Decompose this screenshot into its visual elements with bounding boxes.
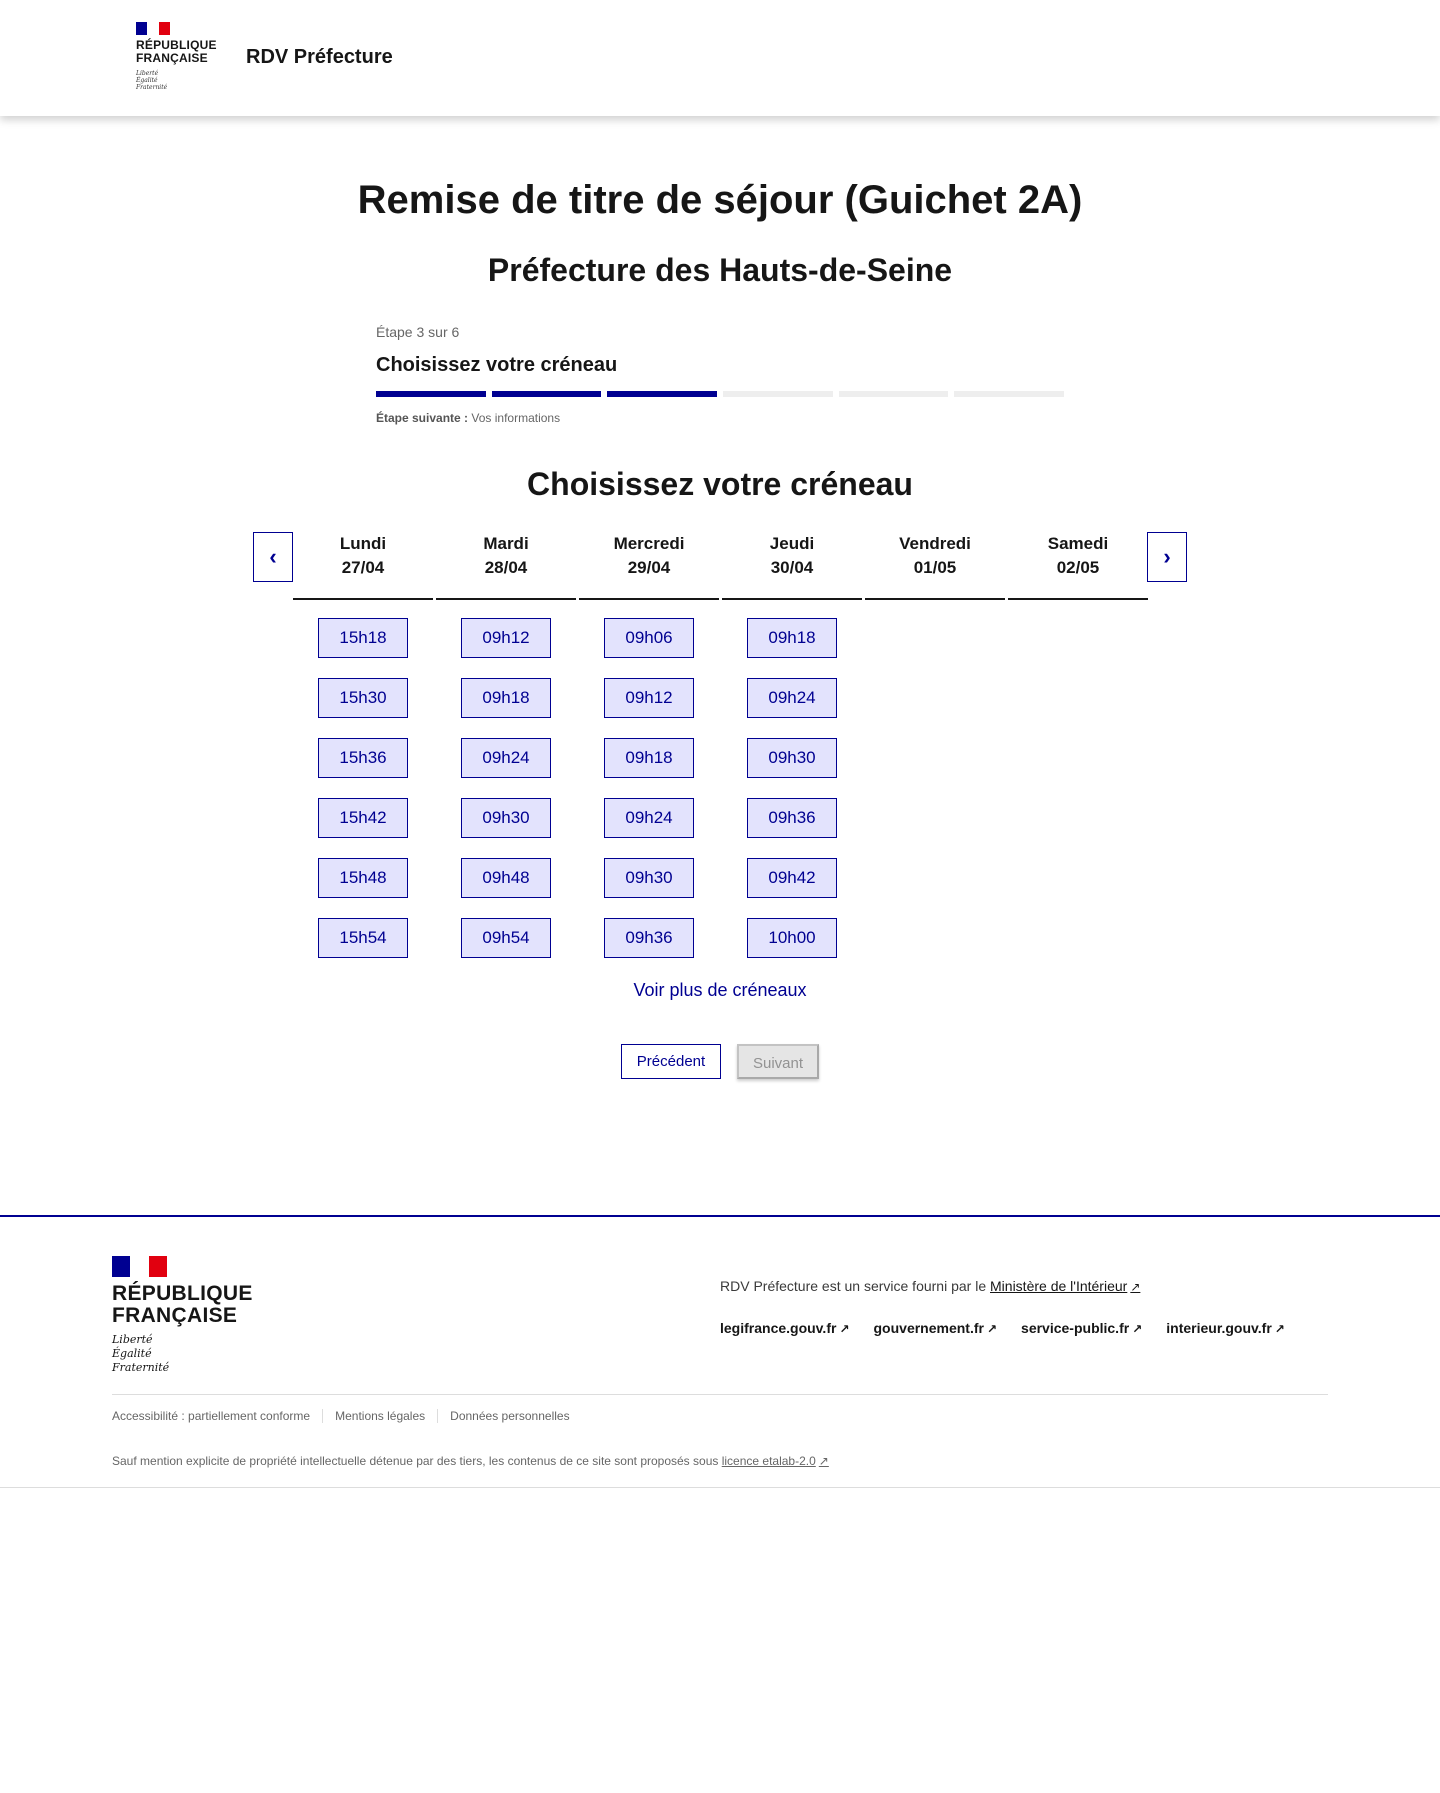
time-slot-button[interactable]: 09h18 <box>461 678 551 718</box>
footer-bottom-link[interactable]: Données personnelles <box>437 1409 581 1423</box>
external-link-icon: ↗ <box>986 1322 998 1336</box>
footer-link-label: interieur.gouv.fr <box>1166 1320 1272 1336</box>
day-name: Mardi <box>483 534 529 553</box>
day-underline <box>293 598 433 600</box>
logo-text-line2: FRANÇAISE <box>136 51 208 65</box>
day-underline <box>579 598 719 600</box>
ministry-link-label: Ministère de l'Intérieur <box>990 1278 1128 1294</box>
day-underline <box>1008 598 1148 600</box>
day-name: Jeudi <box>769 534 815 553</box>
time-slot-button[interactable]: 09h36 <box>747 798 837 838</box>
day-column <box>579 532 719 947</box>
time-slot-button[interactable]: 09h30 <box>604 858 694 898</box>
time-slot-button[interactable]: 09h12 <box>461 618 551 658</box>
step-segment <box>376 391 486 397</box>
external-link-icon: ↗ <box>1132 1322 1143 1336</box>
footer-external-link[interactable] <box>1021 1320 1142 1336</box>
footer-logo-text-line1: RÉPUBLIQUE <box>112 1282 253 1305</box>
footer-link-label: legifrance.gouv.fr <box>720 1320 837 1336</box>
footer-bottom-link[interactable]: Mentions légales <box>322 1409 437 1423</box>
footer-link-label: service-public.fr <box>1021 1320 1130 1336</box>
external-link-icon: ↗ <box>839 1322 850 1336</box>
footer-bottom-link[interactable]: Accessibilité : partiellement conforme <box>112 1409 311 1423</box>
footer-bottom-links <box>112 1409 582 1423</box>
day-column <box>1008 532 1148 580</box>
footer-external-link[interactable] <box>1166 1320 1285 1336</box>
day-name: Vendredi <box>899 534 971 553</box>
day-name: Mercredi <box>613 534 685 553</box>
step-next-label: Étape suivante : <box>376 411 469 425</box>
time-slot-button[interactable]: 09h24 <box>747 678 837 718</box>
day-slots <box>722 618 862 978</box>
licence-link-label: licence etalab-2.0 <box>721 1454 816 1468</box>
footer-service-text <box>720 1278 1140 1294</box>
time-slot-button[interactable]: 09h18 <box>747 618 837 658</box>
ministry-link[interactable] <box>990 1278 1140 1294</box>
marianne-flag-icon <box>136 22 170 35</box>
external-link-icon: ↗ <box>818 1454 829 1468</box>
step-segment <box>492 391 602 397</box>
page-subtitle: Préfecture des Hauts-de-Seine <box>487 252 953 288</box>
time-slot-button[interactable]: 09h06 <box>604 618 694 658</box>
step-state: Étape 3 sur 6 <box>376 324 460 340</box>
day-name: Samedi <box>1047 534 1109 553</box>
day-name: Lundi <box>339 534 387 553</box>
footer-link-label: gouvernement.fr <box>873 1320 984 1336</box>
footer-separator <box>112 1394 1328 1395</box>
chevron-right-icon: › <box>1163 544 1171 569</box>
page-title: Remise de titre de séjour (Guichet 2A) <box>357 178 1083 222</box>
previous-days-button[interactable] <box>253 532 293 582</box>
logo-text-line1: RÉPUBLIQUE <box>136 38 217 52</box>
step-next <box>376 411 1064 425</box>
day-date: 01/05 <box>913 558 957 577</box>
day-slots <box>293 618 433 978</box>
time-slot-button[interactable]: 15h36 <box>318 738 408 778</box>
time-slot-button[interactable]: 09h30 <box>461 798 551 838</box>
footer-top-border <box>0 1215 1440 1217</box>
time-slot-button[interactable]: 09h36 <box>604 918 694 958</box>
day-underline <box>865 598 1005 600</box>
step-segment <box>954 391 1064 397</box>
next-days-button[interactable] <box>1147 532 1187 582</box>
step-title: Choisissez votre créneau <box>376 354 618 376</box>
motto-fraternite: Fraternité <box>136 84 168 91</box>
step-segment <box>723 391 833 397</box>
time-slot-button[interactable]: 15h54 <box>318 918 408 958</box>
day-column <box>722 532 862 947</box>
time-slot-button[interactable]: 10h00 <box>747 918 837 958</box>
time-slot-button[interactable]: 09h24 <box>461 738 551 778</box>
external-link-icon: ↗ <box>1274 1322 1285 1336</box>
step-progress-bar <box>376 391 1064 397</box>
footer-motto-egalite: Égalité <box>112 1347 152 1360</box>
day-date: 02/05 <box>1056 558 1100 577</box>
day-slots <box>579 618 719 978</box>
external-link-icon: ↗ <box>1130 1280 1141 1294</box>
chevron-left-icon: ‹ <box>269 544 277 569</box>
more-slots-link[interactable]: Voir plus de créneaux <box>633 980 807 1000</box>
time-slot-button[interactable]: 09h54 <box>461 918 551 958</box>
time-slot-button[interactable]: 09h18 <box>604 738 694 778</box>
day-date: 27/04 <box>341 558 385 577</box>
day-date: 29/04 <box>627 558 671 577</box>
footer-motto-fraternite: Fraternité <box>112 1361 170 1374</box>
logo-motto <box>136 70 220 91</box>
footer-marianne-flag-icon <box>112 1256 167 1277</box>
time-slot-button[interactable]: 15h30 <box>318 678 408 718</box>
licence-text: Sauf mention explicite de propriété intellectuelle détenue par des tiers, les contenus de ce site sont proposés sous <box>112 1454 719 1468</box>
site-header <box>0 0 1440 116</box>
day-date: 28/04 <box>484 558 528 577</box>
time-slot-button[interactable]: 09h30 <box>747 738 837 778</box>
day-column <box>293 532 433 947</box>
time-slot-button[interactable]: 09h24 <box>604 798 694 838</box>
time-slot-button[interactable]: 15h48 <box>318 858 408 898</box>
footer-licence <box>112 1454 829 1468</box>
footer-external-link[interactable] <box>874 1320 998 1336</box>
licence-link[interactable] <box>722 1454 829 1468</box>
previous-button[interactable]: Précédent <box>621 1044 721 1079</box>
footer-motto-liberte: Liberté <box>112 1333 153 1346</box>
motto-liberte: Liberté <box>136 70 159 77</box>
time-slot-button[interactable]: 15h42 <box>318 798 408 838</box>
footer-republique-francaise-logo[interactable] <box>112 1256 253 1375</box>
day-underline <box>722 598 862 600</box>
day-slots <box>436 618 576 978</box>
republique-francaise-logo[interactable] <box>136 22 220 91</box>
footer-logo-text-line2: FRANÇAISE <box>112 1304 238 1327</box>
footer-links <box>720 1320 1285 1336</box>
step-segment <box>607 391 717 397</box>
page-end-border <box>0 1487 1440 1488</box>
stepper <box>376 324 1064 425</box>
day-column <box>436 532 576 947</box>
day-column <box>865 532 1005 580</box>
day-date: 30/04 <box>770 558 814 577</box>
footer-external-link[interactable] <box>720 1320 850 1336</box>
time-slot-button[interactable]: 09h48 <box>461 858 551 898</box>
service-name[interactable]: RDV Préfecture <box>246 46 393 68</box>
step-next-value: Vos informations <box>471 411 561 425</box>
next-button: Suivant <box>737 1044 819 1079</box>
calendar-title: Choisissez votre créneau <box>527 466 913 502</box>
time-slot-button[interactable]: 09h42 <box>747 858 837 898</box>
day-underline <box>436 598 576 600</box>
footer-service-label: RDV Préfecture est un service fourni par le <box>720 1278 987 1294</box>
time-slot-button[interactable]: 09h12 <box>604 678 694 718</box>
footer-logo-motto <box>112 1333 253 1375</box>
step-segment <box>839 391 949 397</box>
time-slot-button[interactable]: 15h18 <box>318 618 408 658</box>
motto-egalite: Égalité <box>136 77 158 84</box>
